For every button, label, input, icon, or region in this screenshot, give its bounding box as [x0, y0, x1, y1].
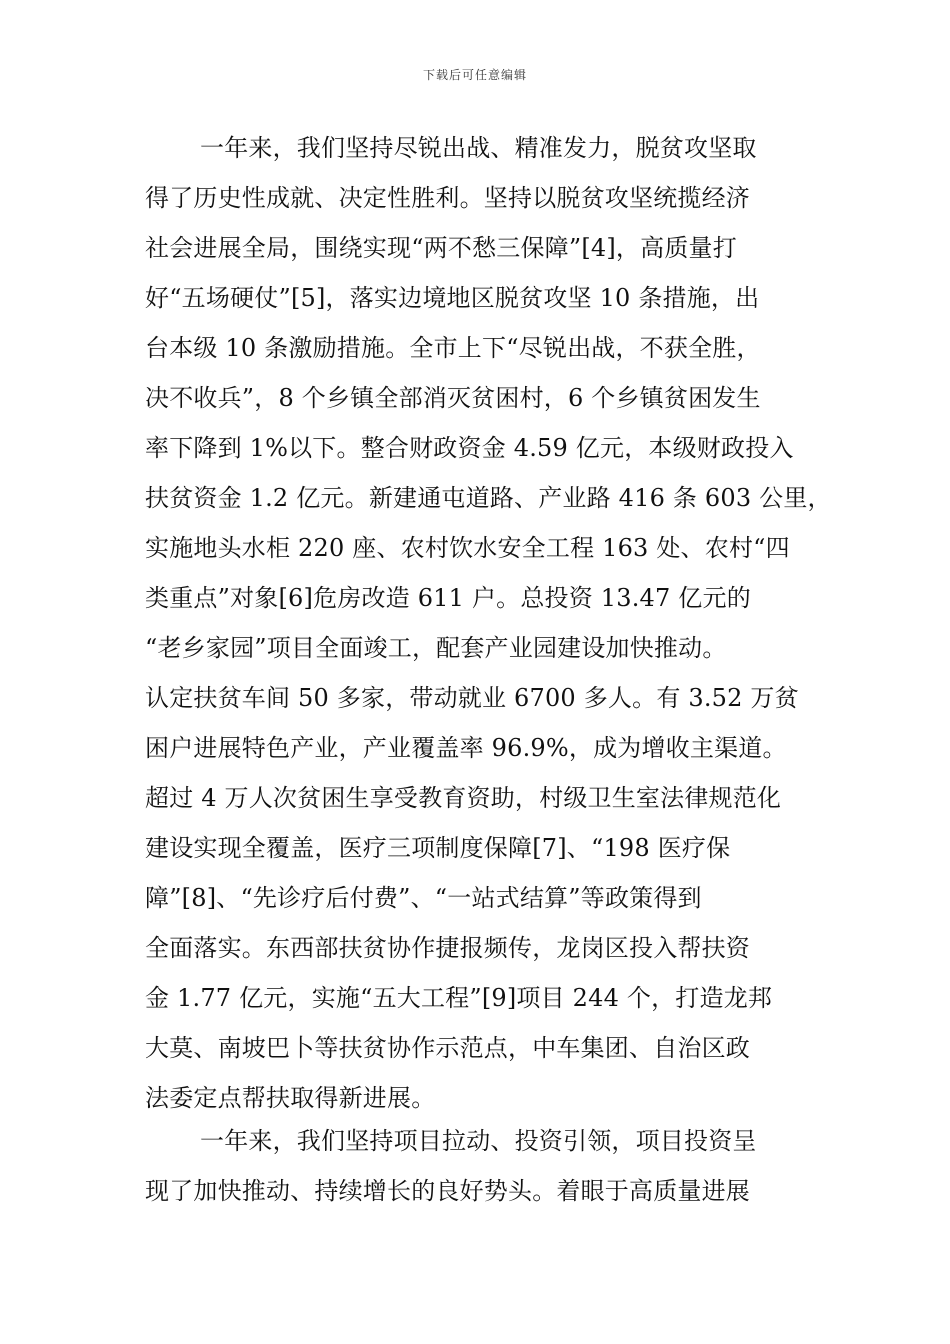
text-line: 超过 4 万人次贫困生享受教育资助，村级卫生室法律规范化 — [145, 784, 782, 812]
page-header: 下载后可任意编辑 — [422, 68, 527, 82]
text-line: 类重点”对象[6]危房改造 611 户。总投资 13.47 亿元的 — [145, 584, 751, 612]
text-line: 法委定点帮扶取得新进展。 — [145, 1084, 436, 1112]
text-line: 现了加快推动、持续增长的良好势头。着眼于高质量进展 — [145, 1177, 750, 1205]
text-line: 社会进展全局，围绕实现“两不愁三保障”[4]，高质量打 — [145, 234, 737, 262]
text-line: 一年来，我们坚持尽锐出战、精准发力，脱贫攻坚取 — [200, 134, 757, 162]
text-line: 金 1.77 亿元，实施“五大工程”[9]项目 244 个，打造龙邦 — [145, 984, 773, 1012]
text-line: 建设实现全覆盖，医疗三项制度保障[7]、“198 医疗保 — [145, 834, 731, 862]
text-line: 率下降到 1%以下。整合财政资金 4.59 亿元，本级财政投入 — [145, 434, 794, 462]
text-line: “老乡家园”项目全面竣工，配套产业园建设加快推动。 — [145, 634, 727, 662]
text-line: 大莫、南坡巴卜等扶贫协作示范点，中车集团、自治区政 — [145, 1034, 750, 1062]
text-line: 好“五场硬仗”[5]，落实边境地区脱贫攻坚 10 条措施，出 — [145, 284, 760, 312]
text-line: 全面落实。东西部扶贫协作捷报频传，龙岗区投入帮扶资 — [145, 934, 750, 962]
text-line: 扶贫资金 1.2 亿元。新建通屯道路、产业路 416 条 603 公里， — [145, 484, 832, 512]
text-line: 实施地头水柜 220 座、农村饮水安全工程 163 处、农村“四 — [145, 534, 790, 562]
text-line: 台本级 10 条激励措施。全市上下“尽锐出战，不获全胜， — [145, 334, 761, 362]
text-line: 障”[8]、“先诊疗后付费”、“一站式结算”等政策得到 — [145, 884, 702, 912]
text-line: 一年来，我们坚持项目拉动、投资引领，项目投资呈 — [200, 1127, 757, 1155]
text-line: 认定扶贫车间 50 多家，带动就业 6700 多人。有 3.52 万贫 — [145, 684, 799, 712]
text-line: 困户进展特色产业，产业覆盖率 96.9%，成为增收主渠道。 — [145, 734, 787, 762]
text-line: 决不收兵”，8 个乡镇全部消灭贫困村，6 个乡镇贫困发生 — [145, 384, 761, 412]
text-line: 得了历史性成就、决定性胜利。坚持以脱贫攻坚统揽经济 — [145, 184, 750, 212]
